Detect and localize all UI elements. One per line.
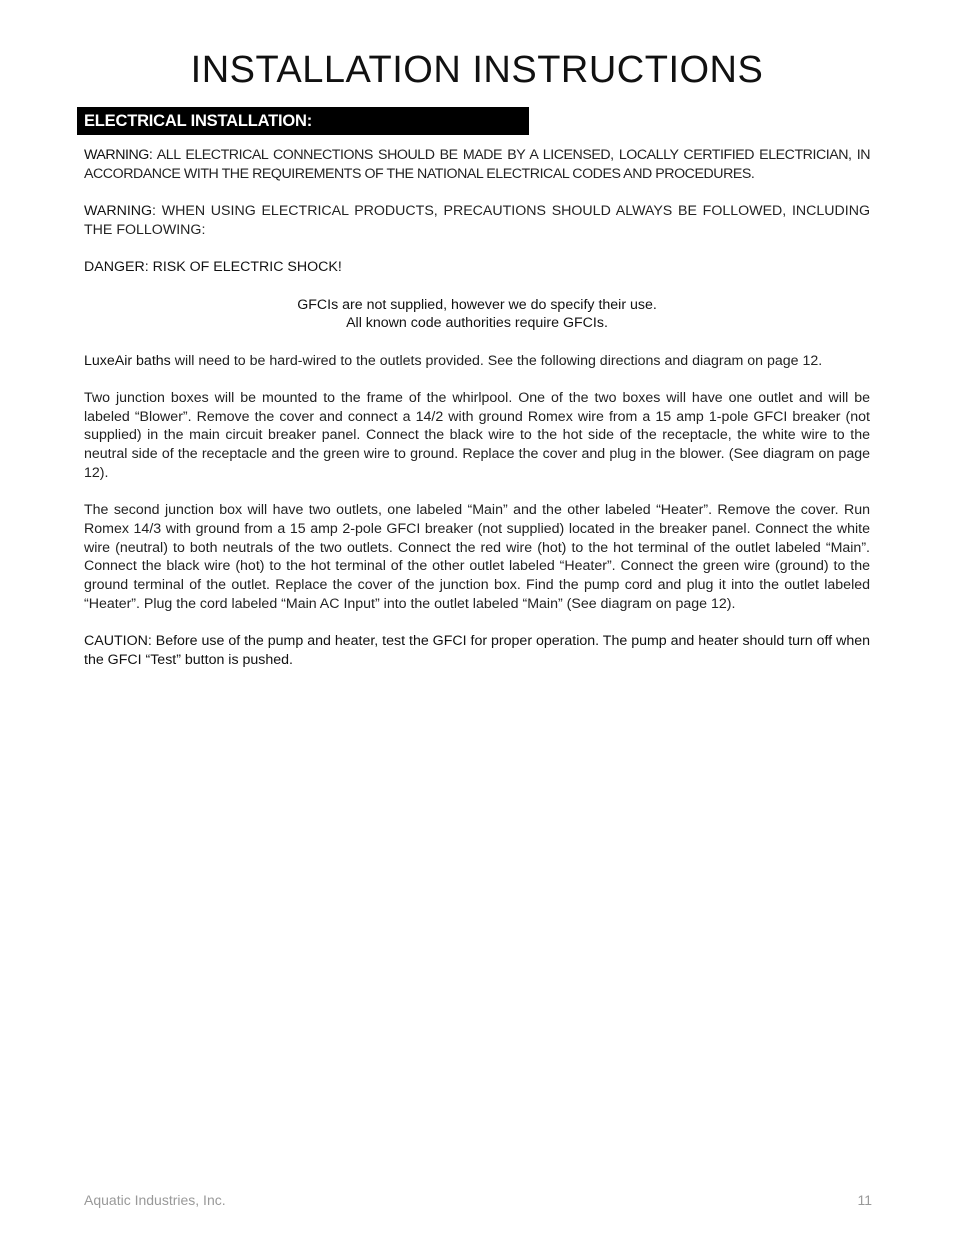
gfci-note [84,296,870,333]
junction-boxes-paragraph: Two junction boxes will be mounted to the frame of the whirlpool. One of the two boxes will have one outlet and will be labeled “Blower”. Remove the cover and connect a 14/2 with ground Romex wire from a 15 amp 1-pole GFCI breaker (not supplied) in the main circuit breaker panel. Connect the black wire to the hot side of the receptacle, the white wire to the neutral side of the receptacle and the green wire to ground. Replace the cover and plug in the blower. (See diagram on page 12). [84,390,870,481]
warning-text-2: WHEN USING ELECTRICAL PRODUCTS, PRECAUTIONS SHOULD ALWAYS BE FOLLOWED, INCLUDING THE FOLLOWING: [84,203,870,238]
warning-label-2: WARNING: [84,203,156,220]
footer-page-number: 11 [857,1192,872,1208]
luxeair-label: LuxeAir baths [84,352,171,369]
luxeair-text: will need to be hard-wired to the outlets provided. See the following directions and diagram on page 12. [170,352,823,369]
warning-label-1: WARNING: [84,147,153,163]
gfci-note-line-1: GFCIs are not supplied, however we do specify their use. [297,296,657,313]
warning-paragraph-1 [84,146,870,183]
second-box-paragraph: The second junction box will have two outlets, one labeled “Main” and the other labeled “Heater”. Remove the cover. Run Romex 14/3 with ground from a 15 amp 2-pole GFCI breaker (not supplied) located in the breaker panel. Connect the white wire (neutral) to both neutrals of the two outlets. Connect the red wire (hot) to the hot terminal of the outlet labeled “Main”. Connect the black wire (hot) to the hot terminal of the other outlet labeled “Heater”. Connect the green wire (ground) to the ground terminal of the outlet. Replace the cover of the junction box. Find the pump cord and plug it into the outlet labeled “Heater”. Plug the cord labeled “Main AC Input” into the outlet labeled “Main” (See diagram on page 12). [84,502,870,612]
section-heading: ELECTRICAL INSTALLATION: [84,112,313,130]
document-body [84,146,870,688]
page-title: INSTALLATION INSTRUCTIONS [190,49,764,91]
caution-paragraph: CAUTION: Before use of the pump and heater, test the GFCI for proper operation. The pump and heater should turn off when the GFCI “Test” button is pushed. [84,633,870,668]
footer-company: Aquatic Industries, Inc. [84,1192,226,1208]
section-heading-bar [77,107,529,135]
warning-paragraph-2 [84,202,870,239]
luxeair-paragraph [84,352,870,371]
danger-paragraph: DANGER: RISK OF ELECTRIC SHOCK! [84,259,342,276]
gfci-note-line-2: All known code authorities require GFCIs. [346,315,608,332]
warning-text-1: ALL ELECTRICAL CONNECTIONS SHOULD BE MADE BY A LICENSED, LOCALLY CERTIFIED ELECTRICIAN, IN ACCORDANCE WITH THE REQUIREMENTS OF THE NATIONAL ELECTRICAL CODES AND PROCEDURES. [84,147,870,182]
